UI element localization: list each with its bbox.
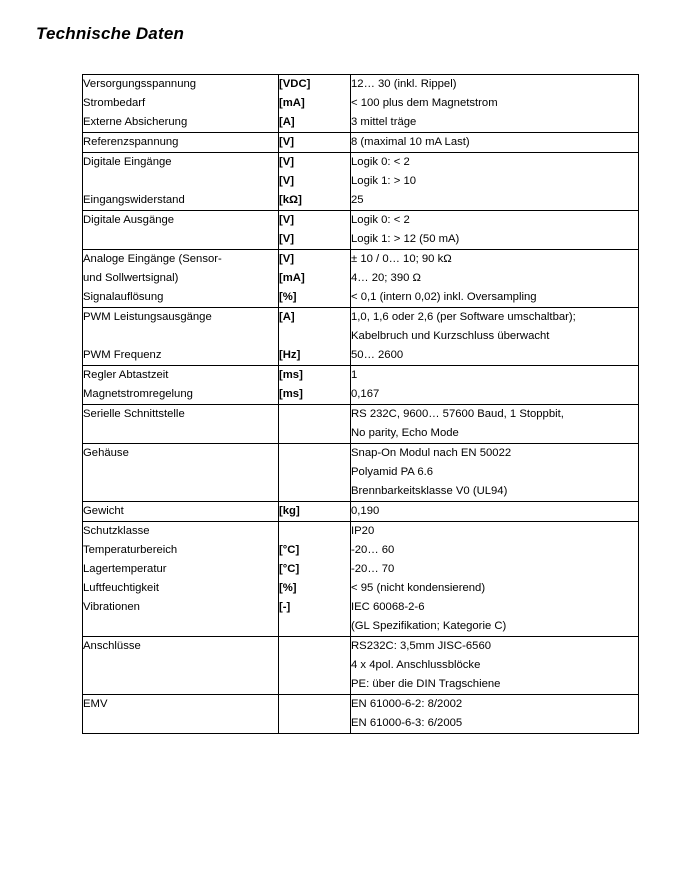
table-cell-label	[83, 405, 279, 444]
table-row	[83, 250, 639, 308]
unit-line: [V]	[279, 214, 295, 226]
value-lines	[351, 250, 638, 307]
value-line: IEC 60068-2-6	[351, 601, 425, 613]
table-row	[83, 522, 639, 637]
label-lines	[83, 637, 278, 656]
value-line: 12… 30 (inkl. Rippel)	[351, 78, 457, 90]
value-line: Logik 0: < 2	[351, 214, 410, 226]
table-cell-value	[351, 153, 639, 211]
unit-lines	[279, 522, 350, 617]
label-lines	[83, 153, 278, 210]
value-line: < 95 (nicht kondensierend)	[351, 582, 486, 594]
value-line: 3 mittel träge	[351, 116, 417, 128]
value-lines	[351, 637, 638, 694]
label-line: Regler Abtastzeit	[83, 369, 169, 381]
unit-line: [V]	[279, 136, 295, 148]
table-cell-unit	[279, 211, 351, 250]
label-line: Anschlüsse	[83, 640, 141, 652]
label-line: Schutzklasse	[83, 525, 150, 537]
value-lines	[351, 366, 638, 404]
unit-line: [A]	[279, 311, 295, 323]
unit-lines	[279, 695, 350, 714]
label-line: Digitale Ausgänge	[83, 214, 175, 226]
unit-line: [°C]	[279, 544, 300, 556]
table-cell-value	[351, 637, 639, 695]
unit-line: [VDC]	[279, 78, 311, 90]
table-row	[83, 308, 639, 366]
value-line: IP20	[351, 525, 375, 537]
label-lines	[83, 366, 278, 404]
label-lines	[83, 405, 278, 424]
table-cell-value	[351, 405, 639, 444]
unit-lines	[279, 75, 350, 132]
value-line: ± 10 / 0… 10; 90 kΩ	[351, 253, 452, 265]
unit-lines	[279, 444, 350, 463]
label-line: Gewicht	[83, 505, 124, 517]
value-line: -20… 70	[351, 563, 395, 575]
label-lines	[83, 308, 278, 365]
label-line: PWM Leistungsausgänge	[83, 311, 212, 323]
table-row	[83, 133, 639, 153]
label-lines	[83, 444, 278, 463]
table-cell-value	[351, 366, 639, 405]
label-line: Referenzspannung	[83, 136, 179, 148]
label-line: Gehäuse	[83, 447, 129, 459]
value-line: 0,190	[351, 505, 380, 517]
unit-lines	[279, 308, 350, 365]
table-body	[83, 75, 639, 734]
label-lines	[83, 502, 278, 521]
table-cell-label	[83, 250, 279, 308]
table-cell-label	[83, 308, 279, 366]
table-cell-value	[351, 444, 639, 502]
unit-line: [V]	[279, 156, 295, 168]
unit-line: [V]	[279, 233, 295, 245]
table-cell-label	[83, 211, 279, 250]
unit-lines	[279, 211, 350, 249]
unit-lines	[279, 153, 350, 210]
table-cell-unit	[279, 522, 351, 637]
value-line: < 100 plus dem Magnetstrom	[351, 97, 498, 109]
table-row	[83, 75, 639, 133]
label-line: Digitale Eingänge	[83, 156, 172, 168]
label-line: PWM Frequenz	[83, 349, 162, 361]
value-line: 50… 2600	[351, 349, 404, 361]
unit-line: [kg]	[279, 505, 300, 517]
table-cell-unit	[279, 133, 351, 153]
unit-lines	[279, 637, 350, 656]
unit-line: [A]	[279, 116, 295, 128]
table-cell-unit	[279, 405, 351, 444]
table-cell-value	[351, 695, 639, 734]
table-cell-value	[351, 522, 639, 637]
unit-line: [%]	[279, 582, 297, 594]
value-line: Snap-On Modul nach EN 50022	[351, 447, 512, 459]
table-cell-unit	[279, 250, 351, 308]
value-lines	[351, 211, 638, 249]
table-row	[83, 211, 639, 250]
value-lines	[351, 522, 638, 636]
unit-line: [ms]	[279, 369, 303, 381]
label-line: Temperaturbereich	[83, 544, 178, 556]
label-line: Analoge Eingänge (Sensor-	[83, 253, 222, 265]
unit-line: [V]	[279, 175, 295, 187]
value-line: Logik 0: < 2	[351, 156, 410, 168]
unit-line: [V]	[279, 253, 295, 265]
table-cell-label	[83, 502, 279, 522]
unit-line: [°C]	[279, 563, 300, 575]
label-lines	[83, 75, 278, 132]
label-line: und Sollwertsignal)	[83, 272, 179, 284]
value-line: Brennbarkeitsklasse V0 (UL94)	[351, 485, 508, 497]
value-lines	[351, 133, 638, 152]
value-lines	[351, 502, 638, 521]
value-line: EN 61000-6-3: 6/2005	[351, 717, 463, 729]
value-line: 0,167	[351, 388, 380, 400]
label-line: Serielle Schnittstelle	[83, 408, 185, 420]
technical-data-table	[82, 74, 639, 734]
value-line: Kabelbruch und Kurzschluss überwacht	[351, 330, 550, 342]
table-cell-unit	[279, 75, 351, 133]
label-lines	[83, 250, 278, 307]
label-lines	[83, 522, 278, 617]
value-line: Logik 1: > 10	[351, 175, 417, 187]
label-lines	[83, 695, 278, 714]
table-cell-label	[83, 75, 279, 133]
table-cell-unit	[279, 366, 351, 405]
value-line: 1,0, 1,6 oder 2,6 (per Software umschaltbar);	[351, 311, 576, 323]
table-row	[83, 153, 639, 211]
unit-lines	[279, 405, 350, 424]
value-line: -20… 60	[351, 544, 395, 556]
value-line: 1	[351, 369, 358, 381]
unit-line: [mA]	[279, 272, 305, 284]
table-cell-label	[83, 522, 279, 637]
label-lines	[83, 211, 278, 249]
value-lines	[351, 444, 638, 501]
table-cell-unit	[279, 695, 351, 734]
table-row	[83, 695, 639, 734]
unit-lines	[279, 502, 350, 521]
table-cell-value	[351, 502, 639, 522]
label-line: Signalauflösung	[83, 291, 164, 303]
unit-line: [ms]	[279, 388, 303, 400]
value-lines	[351, 153, 638, 210]
label-lines	[83, 133, 278, 152]
value-lines	[351, 695, 638, 733]
unit-line: [kΩ]	[279, 194, 302, 206]
table-cell-unit	[279, 637, 351, 695]
table-cell-value	[351, 250, 639, 308]
table-row	[83, 502, 639, 522]
page-title: Technische Daten	[36, 24, 185, 43]
label-line: Lagertemperatur	[83, 563, 167, 575]
value-line: RS232C: 3,5mm JISC-6560	[351, 640, 492, 652]
unit-line: [mA]	[279, 97, 305, 109]
label-line: Externe Absicherung	[83, 116, 188, 128]
value-lines	[351, 405, 638, 443]
table-cell-unit	[279, 308, 351, 366]
value-line: No parity, Echo Mode	[351, 427, 459, 439]
label-line: Vibrationen	[83, 601, 140, 613]
value-line: 25	[351, 194, 364, 206]
unit-line: [-]	[279, 601, 291, 613]
value-line: Logik 1: > 12 (50 mA)	[351, 233, 460, 245]
table-cell-value	[351, 308, 639, 366]
table-cell-label	[83, 444, 279, 502]
table-cell-value	[351, 133, 639, 153]
table-cell-value	[351, 211, 639, 250]
table-cell-unit	[279, 502, 351, 522]
unit-line: [%]	[279, 291, 297, 303]
table-cell-label	[83, 366, 279, 405]
unit-lines	[279, 250, 350, 307]
table-cell-unit	[279, 444, 351, 502]
unit-line: [Hz]	[279, 349, 301, 361]
table-row	[83, 637, 639, 695]
label-line: EMV	[83, 698, 108, 710]
table-cell-value	[351, 75, 639, 133]
table-cell-label	[83, 153, 279, 211]
value-line: PE: über die DIN Tragschiene	[351, 678, 501, 690]
label-line: Strombedarf	[83, 97, 146, 109]
value-line: 4 x 4pol. Anschlussblöcke	[351, 659, 481, 671]
label-line: Versorgungsspannung	[83, 78, 197, 90]
label-line: Eingangswiderstand	[83, 194, 185, 206]
table-cell-label	[83, 695, 279, 734]
value-line: 8 (maximal 10 mA Last)	[351, 136, 470, 148]
value-lines	[351, 308, 638, 365]
unit-lines	[279, 133, 350, 152]
value-line: RS 232C, 9600… 57600 Baud, 1 Stoppbit,	[351, 408, 564, 420]
table-cell-label	[83, 637, 279, 695]
table-row	[83, 405, 639, 444]
value-lines	[351, 75, 638, 132]
value-line: (GL Spezifikation; Kategorie C)	[351, 620, 507, 632]
value-line: Polyamid PA 6.6	[351, 466, 434, 478]
label-line: Luftfeuchtigkeit	[83, 582, 159, 594]
value-line: < 0,1 (intern 0,02) inkl. Oversampling	[351, 291, 537, 303]
label-line: Magnetstromregelung	[83, 388, 193, 400]
value-line: EN 61000-6-2: 8/2002	[351, 698, 463, 710]
unit-lines	[279, 366, 350, 404]
table-cell-label	[83, 133, 279, 153]
table-row	[83, 444, 639, 502]
table-row	[83, 366, 639, 405]
table-cell-unit	[279, 153, 351, 211]
value-line: 4… 20; 390 Ω	[351, 272, 421, 284]
